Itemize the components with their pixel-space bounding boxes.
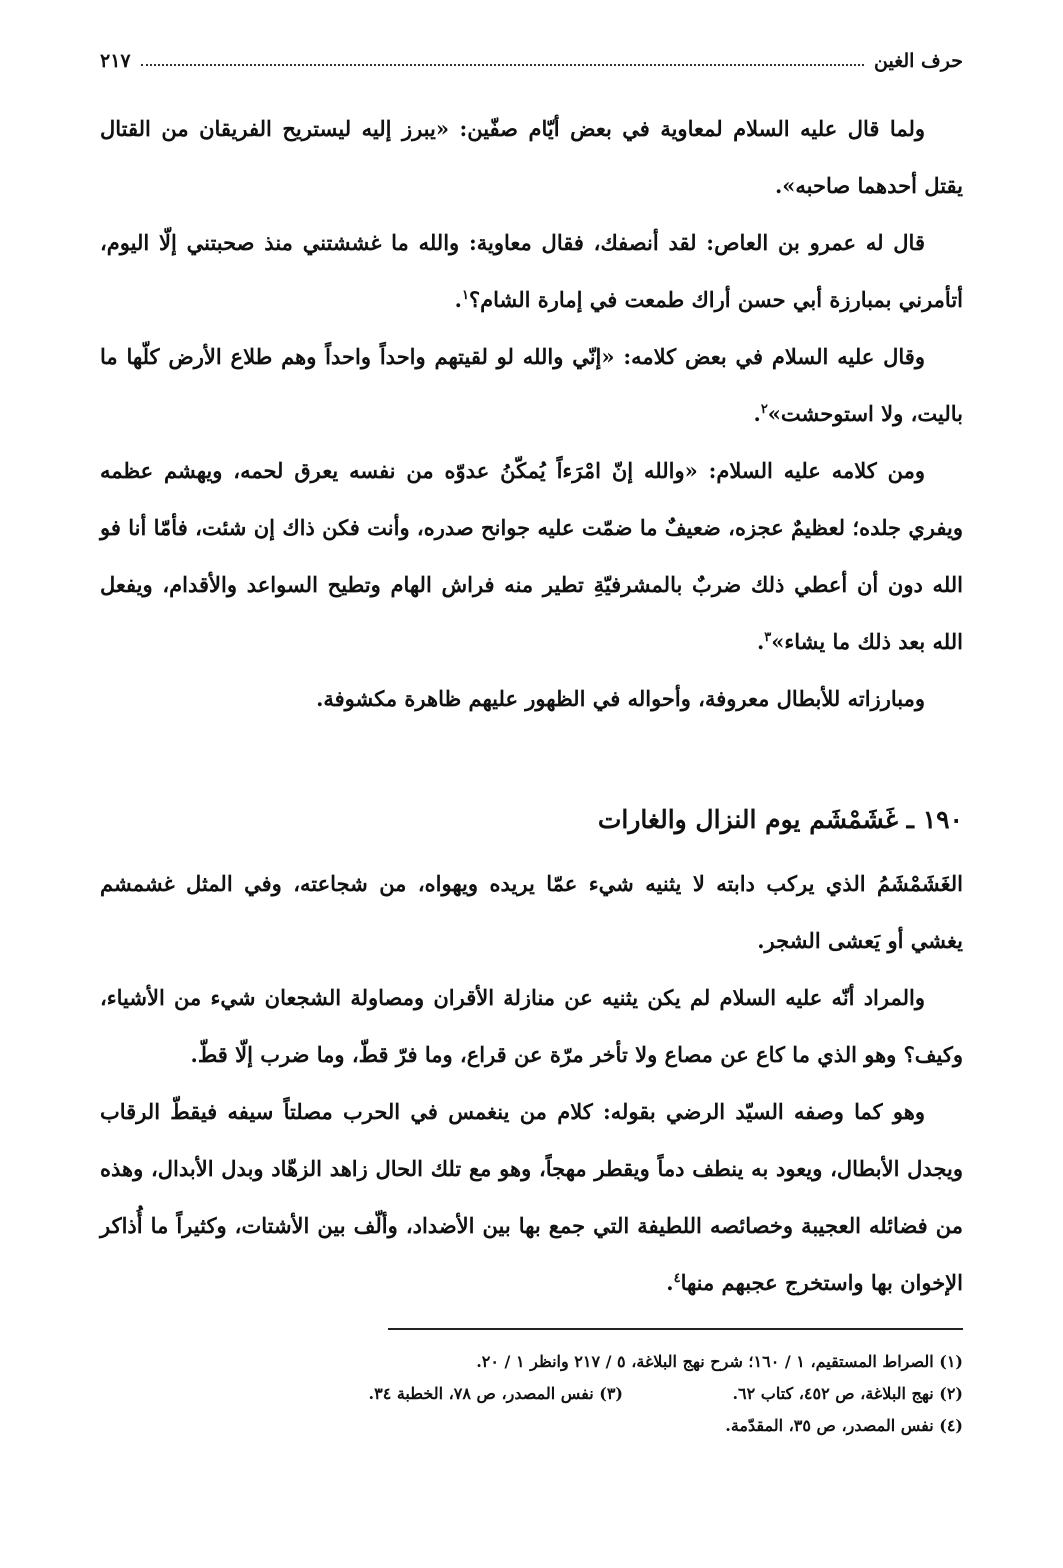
main-text [100, 100, 963, 1311]
paragraph [100, 969, 963, 1083]
footnote: (٤) نفس المصدر، ص ٣٥، المقدّمة. [725, 1416, 963, 1435]
section-heading: ١٩٠ ـ غَشَمْشَم يوم النزال والغارات [597, 805, 963, 834]
footnote-ref[interactable]: ٢ [760, 402, 768, 417]
paragraph-text: وقال عليه السلام في بعض كلامه: «إنّي والله لو لقيتهم واحداً واحداً وهم طلاع الأرض كلّها ما باليت، ولا استوحشت» [100, 344, 963, 426]
footnote: (٣) نفس المصدر، ص ٧٨، الخطبة ٣٤. [368, 1384, 623, 1403]
running-header [100, 40, 963, 72]
footnote-ref[interactable]: ١ [461, 288, 469, 303]
page-number: ٢١٧ [100, 50, 131, 72]
paragraph: وهو كما وصفه السيّد الرضي بقوله: كلام من ينغمس في الحرب مصلتاً سيفه فيقطّ الرقاب ويجدل الأبطال، ويعود به ينطف دماً ويقطر مهجاً، وهو مع تلك الحال زاهد الزهّاد وبدل الأبدال، وهذه من فضائله العجيبة وخصائصه اللطيفة التي جمع بها بين الأضداد، وألّف بين الأشتات، وكثيراً ما أُذاكر الإخوان بها واستخرج عجبهم منها$^٤$. [100, 1099, 963, 1295]
paragraph: قال له عمرو بن العاص: لقد أنصفك، فقال معاوية: والله ما غششتني منذ صحبتني إلّا اليوم، أتأمرني بمبارزة أبي حسن أراك طمعت في إمارة الشام؟$^١$. [100, 230, 963, 312]
footnote-row [100, 1378, 963, 1410]
spacer [100, 727, 963, 785]
footnote-divider [388, 1328, 963, 1330]
chapter-title: حرف الغين [874, 50, 963, 72]
footnote: (٢) نهج البلاغة، ص ٤٥٢، كتاب ٦٢. [732, 1384, 963, 1403]
dotted-leader [141, 64, 864, 66]
paragraph-text: وهو كما وصفه السيّد الرضي بقوله: كلام من ينغمس في الحرب مصلتاً سيفه فيقطّ الرقاب ويجدل الأبطال، ويعود به ينطف دماً ويقطر مهجاً، وهو مع تلك الحال زاهد الزهّاد وبدل الأبدال، وهذه من فضائله العجيبة وخصائصه اللطيفة التي جمع بها بين الأضداد، وألّف بين الأشتات، وكثيراً ما أُذاكر الإخوان بها واستخرج عجبهم منها [100, 1099, 963, 1295]
paragraph-text: ولما قال عليه السلام لمعاوية في بعض أيّام صفّين: «يبرز إليه ليستريح الفريقان من القتال يقتل أحدهما صاحبه». [100, 116, 963, 198]
paragraph-text: والمراد أنّه عليه السلام لم يكن يثنيه عن منازلة الأقران ومصاولة الشجعان شيء من الأشياء، وكيف؟ وهو الذي ما كاع عن مصاع ولا تأخر مرّة عن قراع، وما فرّ قطّ، وما ضرب إلّا قطّ. [100, 985, 963, 1067]
footnote-ref[interactable]: ٣ [764, 630, 772, 645]
paragraph [100, 670, 963, 727]
footnote: (١) الصراط المستقيم، ١ / ١٦٠؛ شرح نهج البلاغة، ٥ / ٢١٧ وانظر ١ / ٢٠. [476, 1352, 963, 1371]
paragraph: ومن كلامه عليه السلام: «والله إنّ امْرَءاً يُمكّنُ عدوّه من نفسه يعرق لحمه، ويهشم عظمه ويفري جلده؛ لعظيمٌ عجزه، ضعيفٌ ما ضمّت عليه جوانح صدره، وأنت فكن ذاك إن شئت، فأمّا أنا فو الله دون أن أعطي ذلك ضربٌ بالمشرفيّةِ تطير منه فراش الهام وتطيح السواعد والأقدام، ويفعل الله بعد ذلك ما يشاء»$^٣$. [100, 458, 963, 654]
paragraph-text: قال له عمرو بن العاص: لقد أنصفك، فقال معاوية: والله ما غششتني منذ صحبتني إلّا اليوم، أتأمرني بمبارزة أبي حسن أراك طمعت في إمارة الشام؟ [100, 230, 963, 312]
paragraph: وقال عليه السلام في بعض كلامه: «إنّي والله لو لقيتهم واحداً واحداً وهم طلاع الأرض كلّها ما باليت، ولا استوحشت»$^٢$. [100, 344, 963, 426]
paragraph-text: ومن كلامه عليه السلام: «والله إنّ امْرَءاً يُمكّنُ عدوّه من نفسه يعرق لحمه، ويهشم عظمه ويفري جلده؛ لعظيمٌ عجزه، ضعيفٌ ما ضمّت عليه جوانح صدره، وأنت فكن ذاك إن شئت، فأمّا أنا فو الله دون أن أعطي ذلك ضربٌ بالمشرفيّةِ تطير منه فراش الهام وتطيح السواعد والأقدام، ويفعل الله بعد ذلك ما يشاء» [100, 458, 963, 654]
paragraph-text: ومبارزاته للأبطال معروفة، وأحواله في الظهور عليهم ظاهرة مكشوفة. [316, 686, 925, 711]
paragraph [100, 855, 963, 969]
footnote-ref[interactable]: ٤ [673, 1271, 681, 1286]
footnotes [100, 1346, 963, 1442]
paragraph [100, 100, 963, 214]
paragraph-text: الغَشَمْشَمُ الذي يركب دابته لا يثنيه شيء عمّا يريده ويهواه، من شجاعته، وفي المثل غشمشم يغشي أو يَعشى الشجر. [100, 871, 963, 953]
